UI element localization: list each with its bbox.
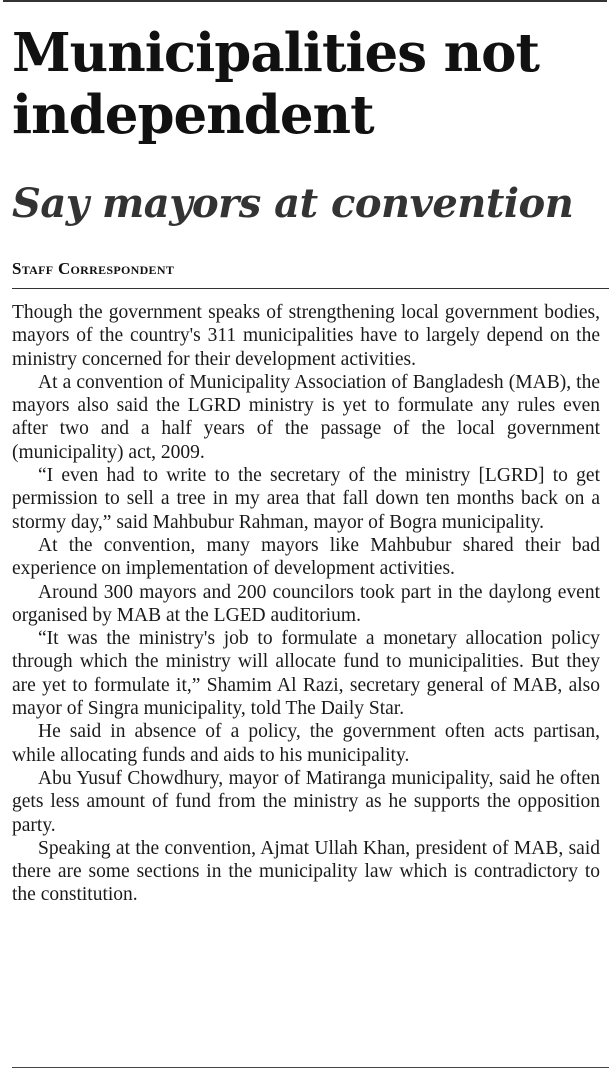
subheadline: Say mayors at convention	[12, 180, 574, 227]
paragraph-6: “It was the ministry's job to formulate a monetary allocation policy through which the ministry will allocate fund to municipalities. But they are yet to formulate it,” Shamim Al Razi, secretary general of MAB, also mayor of Singra municipality, told The Daily Star.	[12, 628, 600, 720]
top-rule	[3, 0, 607, 2]
paragraph-9: Speaking at the convention, Ajmat Ullah Khan, president of MAB, said there are some sections in the municipality law which is contradictory to the constitution.	[12, 837, 600, 906]
paragraph-5: Around 300 mayors and 200 councilors took part in the daylong event organised by MAB at the LGED auditorium.	[12, 581, 600, 626]
paragraph-3: “I even had to write to the secretary of the ministry [LGRD] to get permission to sell a tree in my area that fall down ten months back on a stormy day,” said Mahbubur Rahman, mayor of Bogra municipality.	[12, 465, 600, 533]
paragraph-7: He said in absence of a policy, the government often acts partisan, while allocating funds and aids to his municipality.	[12, 721, 600, 766]
byline-rule	[12, 288, 609, 289]
paragraph-2: At a convention of Municipality Association of Bangladesh (MAB), the mayors also said the LGRD ministry is yet to formulate any rules even after two and a half years of the passage of the local government (municipality) act, 2009.	[12, 371, 600, 463]
paragraph-1: Though the government speaks of strengthening local government bodies, mayors of the country's 311 municipalities have to largely depend on the ministry concerned for their development activities.	[12, 302, 600, 370]
paragraph-8: Abu Yusuf Chowdhury, mayor of Matiranga municipality, said he often gets less amount of fund from the ministry as he supports the opposition party.	[12, 767, 600, 836]
article-body	[12, 301, 600, 907]
bottom-rule	[12, 1067, 609, 1068]
byline: Staff Correspondent	[12, 259, 175, 278]
paragraph-4: At the convention, many mayors like Mahbubur shared their bad experience on implementation of development activities.	[12, 534, 600, 580]
headline: Municipalities not independent	[12, 22, 539, 146]
